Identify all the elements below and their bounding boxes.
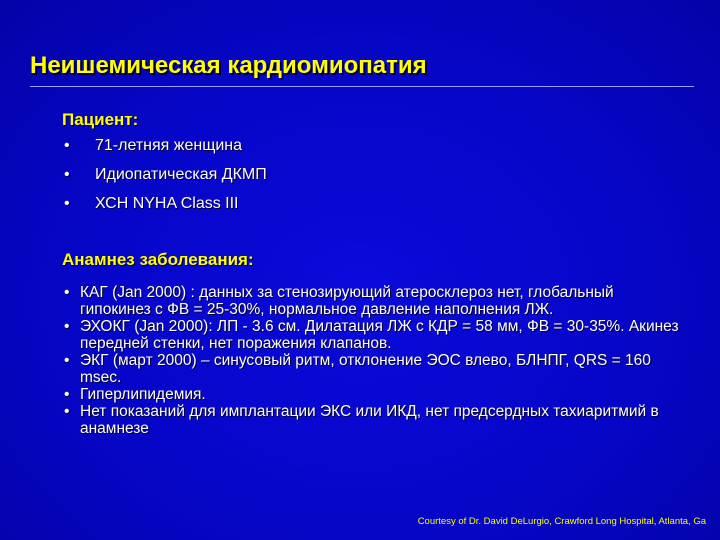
title-divider: [30, 86, 694, 87]
list-item: [64, 136, 267, 165]
patient-item-diagnosis: Идиопатическая ДКМП: [95, 166, 267, 183]
bullet-icon: •: [64, 284, 70, 301]
bullet-icon: •: [64, 403, 70, 420]
list-item: [64, 194, 267, 223]
list-item: [64, 386, 684, 403]
bullet-icon: •: [64, 166, 70, 183]
history-item-hyperlipidemia: Гиперлипидемия.: [80, 386, 206, 403]
list-item: [64, 284, 684, 318]
patient-item-chf-class: ХСН NYHA Class III: [95, 195, 239, 212]
bullet-icon: •: [64, 352, 70, 369]
history-item-echo: ЭХОКГ (Jan 2000): ЛП - 3.6 см. Дилатация ЛЖ с КДР = 58 мм, ФВ = 30-35%. Акинез передней стенки, нет поражения клапанов.: [80, 318, 679, 352]
patient-list: [64, 136, 267, 223]
history-item-angiography: КАГ (Jan 2000) : данных за стенозирующий атеросклероз нет, глобальный гипокинез с ФВ = 25-30%, нормальное давление наполнения ЛЖ.: [80, 284, 614, 318]
history-heading: Анамнез заболевания:: [62, 250, 254, 269]
bullet-icon: •: [64, 195, 70, 212]
bullet-icon: •: [64, 318, 70, 335]
patient-heading: Пациент:: [62, 110, 139, 129]
bullet-icon: •: [64, 386, 70, 403]
patient-item-age: 71-летняя женщина: [95, 137, 243, 154]
history-item-indications: Нет показаний для имплантации ЭКС или ИКД, нет предсердных тахиаритмий в анамнезе: [80, 403, 659, 437]
history-item-ecg: ЭКГ (март 2000) – синусовый ритм, отклонение ЭОС влево, БЛНПГ, QRS = 160 msec.: [80, 352, 651, 386]
bullet-icon: •: [64, 137, 70, 154]
list-item: [64, 352, 684, 386]
slide-title: Неишемическая кардиомиопатия: [30, 52, 427, 79]
list-item: [64, 165, 267, 194]
courtesy-credit: Courtesy of Dr. David DeLurgio, Crawford Long Hospital, Atlanta, Ga: [417, 516, 706, 527]
list-item: [64, 318, 684, 352]
list-item: [64, 403, 684, 437]
history-list: [64, 284, 684, 437]
